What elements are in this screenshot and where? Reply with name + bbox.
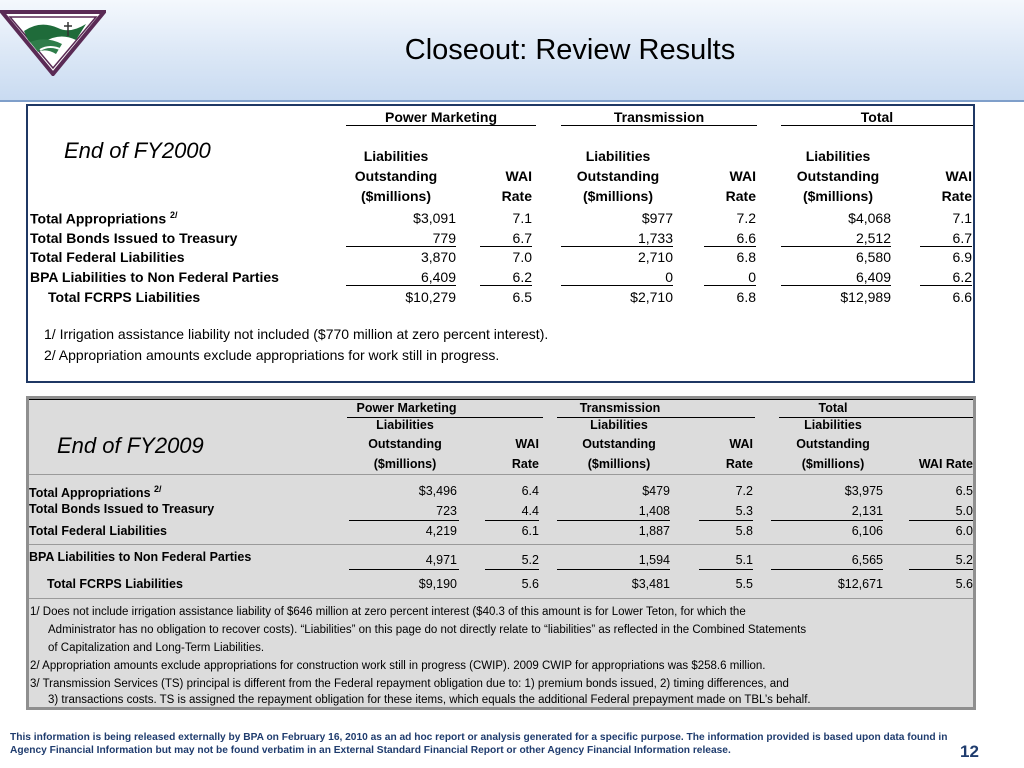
table-cell: 5.0 bbox=[955, 504, 973, 518]
page-number: 12 bbox=[960, 742, 979, 761]
column-header: WAI bbox=[515, 437, 539, 451]
footnote-ref: 2/ bbox=[170, 210, 178, 220]
table-cell: 5.2 bbox=[521, 553, 539, 567]
table-cell: 5.8 bbox=[735, 524, 753, 538]
row-label: Total Bonds Issued to Treasury bbox=[30, 230, 238, 246]
table-cell: 6,565 bbox=[851, 553, 883, 567]
table-cell: 6.9 bbox=[952, 249, 972, 265]
column-header: Liabilities bbox=[804, 418, 862, 432]
column-header: Outstanding bbox=[354, 168, 438, 184]
disclaimer-footer: This information is being released externally by BPA on February 16, 2010 as an ad hoc report or analysis generated for a specific purpose. The information provided is based upon data found in Agency Financial Information but may not be found verbatim in an External Standard Financial Report or other Agency Financial Information release. bbox=[10, 732, 948, 756]
table-cell: 6.5 bbox=[955, 484, 973, 498]
table-cell: $9,190 bbox=[418, 577, 457, 591]
column-header: WAI bbox=[945, 168, 972, 184]
table-cell: 2,131 bbox=[851, 504, 883, 518]
table-cell: 6.8 bbox=[736, 289, 756, 305]
column-header: Liabilities bbox=[590, 418, 648, 432]
table-cell: 1,733 bbox=[637, 230, 673, 246]
table-cell: 4.4 bbox=[521, 504, 539, 518]
column-header: Rate bbox=[725, 188, 756, 204]
footnote-ref: 2/ bbox=[154, 484, 162, 494]
table-cell: 6.5 bbox=[512, 289, 532, 305]
column-header: Outstanding bbox=[796, 437, 870, 451]
footnote: of Capitalization and Long-Term Liabilities. bbox=[48, 642, 265, 654]
bpa-logo-icon bbox=[0, 10, 106, 76]
footnote: 2/ Appropriation amounts exclude appropriations for work still in progress. bbox=[44, 347, 500, 363]
table-cell: $479 bbox=[642, 484, 670, 498]
table-cell: 7.2 bbox=[735, 484, 753, 498]
column-header: Outstanding bbox=[796, 168, 880, 184]
footnote: Administrator has no obligation to recover costs). “Liabilities” on this page do not directly relate to “liabilities” as reflected in the Combined Statements bbox=[48, 624, 807, 636]
column-header: Outstanding bbox=[368, 437, 442, 451]
table-cell: 6,580 bbox=[855, 249, 891, 265]
table-cell: 779 bbox=[432, 230, 456, 246]
table-cell: 5.2 bbox=[955, 553, 973, 567]
table-cell: $3,481 bbox=[631, 577, 670, 591]
table-cell: 6,409 bbox=[420, 269, 456, 285]
group-header-total: Total bbox=[860, 109, 894, 125]
table-cell: 1,594 bbox=[638, 553, 670, 567]
table-cell: 5.6 bbox=[955, 577, 973, 591]
slide-title: Closeout: Review Results bbox=[404, 34, 736, 66]
table-cell: $977 bbox=[641, 210, 673, 226]
table-cell: 6.2 bbox=[512, 269, 532, 285]
slide-header bbox=[0, 0, 1024, 102]
group-header-power-marketing: Power Marketing bbox=[356, 401, 457, 415]
column-header: Rate bbox=[941, 188, 972, 204]
group-header-total: Total bbox=[818, 401, 848, 415]
table-cell: 6.7 bbox=[512, 230, 532, 246]
column-header: ($millions) bbox=[373, 457, 437, 471]
table-cell: 6.8 bbox=[736, 249, 756, 265]
column-header: ($millions) bbox=[801, 457, 865, 471]
column-header: WAI bbox=[505, 168, 532, 184]
period-label: End of FY2009 bbox=[57, 433, 204, 458]
table-cell: 6.4 bbox=[521, 484, 539, 498]
column-header: ($millions) bbox=[587, 457, 651, 471]
table-cell: 5.1 bbox=[735, 553, 753, 567]
table-cell: $3,975 bbox=[844, 484, 883, 498]
row-label: Total Appropriations $^{2/}$ bbox=[30, 210, 178, 227]
table-cell: $10,279 bbox=[405, 289, 456, 305]
footnote: 1/ Irrigation assistance liability not included ($770 million at zero percent interest). bbox=[44, 326, 549, 342]
table-cell: 1,408 bbox=[638, 504, 670, 518]
column-header: WAI bbox=[729, 168, 756, 184]
column-header: Rate bbox=[725, 457, 753, 471]
table-cell: 2,512 bbox=[855, 230, 891, 246]
table-cell: 0 bbox=[748, 269, 756, 285]
column-header: ($millions) bbox=[360, 188, 431, 204]
table-cell: $4,068 bbox=[848, 210, 891, 226]
table-cell: 5.5 bbox=[735, 577, 753, 591]
table-cell: 6,106 bbox=[851, 524, 883, 538]
group-header-transmission: Transmission bbox=[579, 401, 661, 415]
table-cell: $12,989 bbox=[840, 289, 891, 305]
table-cell: 7.2 bbox=[736, 210, 756, 226]
table-cell: 6.1 bbox=[521, 524, 539, 538]
table-cell: 4,219 bbox=[425, 524, 457, 538]
table-panel-fy2000 bbox=[26, 104, 975, 383]
table-cell: 6.6 bbox=[736, 230, 756, 246]
column-header: Rate bbox=[511, 457, 539, 471]
table-cell: 7.1 bbox=[512, 210, 532, 226]
table-cell: 6.2 bbox=[952, 269, 972, 285]
row-label: Total FCRPS Liabilities bbox=[47, 577, 183, 591]
table-cell: 1,887 bbox=[638, 524, 670, 538]
column-header: Outstanding bbox=[582, 437, 656, 451]
column-header: Outstanding bbox=[576, 168, 660, 184]
column-header: ($millions) bbox=[582, 188, 653, 204]
period-label: End of FY2000 bbox=[64, 138, 211, 163]
column-header: Liabilities bbox=[805, 148, 871, 164]
table-cell: $3,091 bbox=[413, 210, 456, 226]
table-cell: 2,710 bbox=[637, 249, 673, 265]
group-header-power-marketing: Power Marketing bbox=[384, 109, 498, 125]
row-label: Total Federal Liabilities bbox=[29, 524, 167, 538]
table-cell: $3,496 bbox=[418, 484, 457, 498]
row-label: Total Appropriations $^{2/}$ bbox=[29, 484, 162, 501]
table-cell: 6.6 bbox=[952, 289, 972, 305]
table-cell: $2,710 bbox=[630, 289, 673, 305]
table-cell: 7.0 bbox=[512, 249, 532, 265]
table-cell: 6.0 bbox=[955, 524, 973, 538]
footnote: 1/ Does not include irrigation assistance liability of $646 million at zero percent interest ($40.3 of this amount is for Lower Teton, for which the bbox=[30, 606, 746, 618]
row-label: BPA Liabilities to Non Federal Parties bbox=[29, 550, 252, 564]
table-panel-fy2009 bbox=[26, 396, 976, 710]
row-label: BPA Liabilities to Non Federal Parties bbox=[30, 269, 279, 285]
row-label: Total FCRPS Liabilities bbox=[48, 289, 201, 305]
table-cell: 7.1 bbox=[952, 210, 972, 226]
table-cell: 6,409 bbox=[855, 269, 891, 285]
group-header-transmission: Transmission bbox=[613, 109, 705, 125]
table-cell: 5.6 bbox=[521, 577, 539, 591]
column-header: WAI bbox=[729, 437, 753, 451]
table-cell: $12,671 bbox=[837, 577, 883, 591]
table-cell: 5.3 bbox=[735, 504, 753, 518]
table-cell: 723 bbox=[436, 504, 457, 518]
table-cell: 4,971 bbox=[425, 553, 457, 567]
column-header: Liabilities bbox=[363, 148, 429, 164]
footnote: 3/ Transmission Services (TS) principal is different from the Federal repayment obligation due to: 1) premium bonds issued, 2) timing differences, and bbox=[30, 678, 789, 690]
column-header: ($millions) bbox=[802, 188, 873, 204]
table-cell: 6.7 bbox=[952, 230, 972, 246]
footnote: 3) transactions costs. TS is assigned the repayment obligation for these items, which equals the additional Federal prepayment made on TBL’s behalf. bbox=[48, 694, 811, 706]
footnote: 2/ Appropriation amounts exclude appropriations for construction work still in progress (CWIP). 2009 CWIP for appropriations was $258.6 million. bbox=[30, 660, 766, 672]
column-header: Rate bbox=[501, 188, 532, 204]
column-header: Liabilities bbox=[376, 418, 434, 432]
table-cell: 3,870 bbox=[420, 249, 456, 265]
row-label: Total Bonds Issued to Treasury bbox=[29, 502, 215, 516]
table-cell: 0 bbox=[665, 269, 673, 285]
column-header: WAI Rate bbox=[918, 457, 973, 471]
row-label: Total Federal Liabilities bbox=[30, 249, 185, 265]
column-header: Liabilities bbox=[585, 148, 651, 164]
